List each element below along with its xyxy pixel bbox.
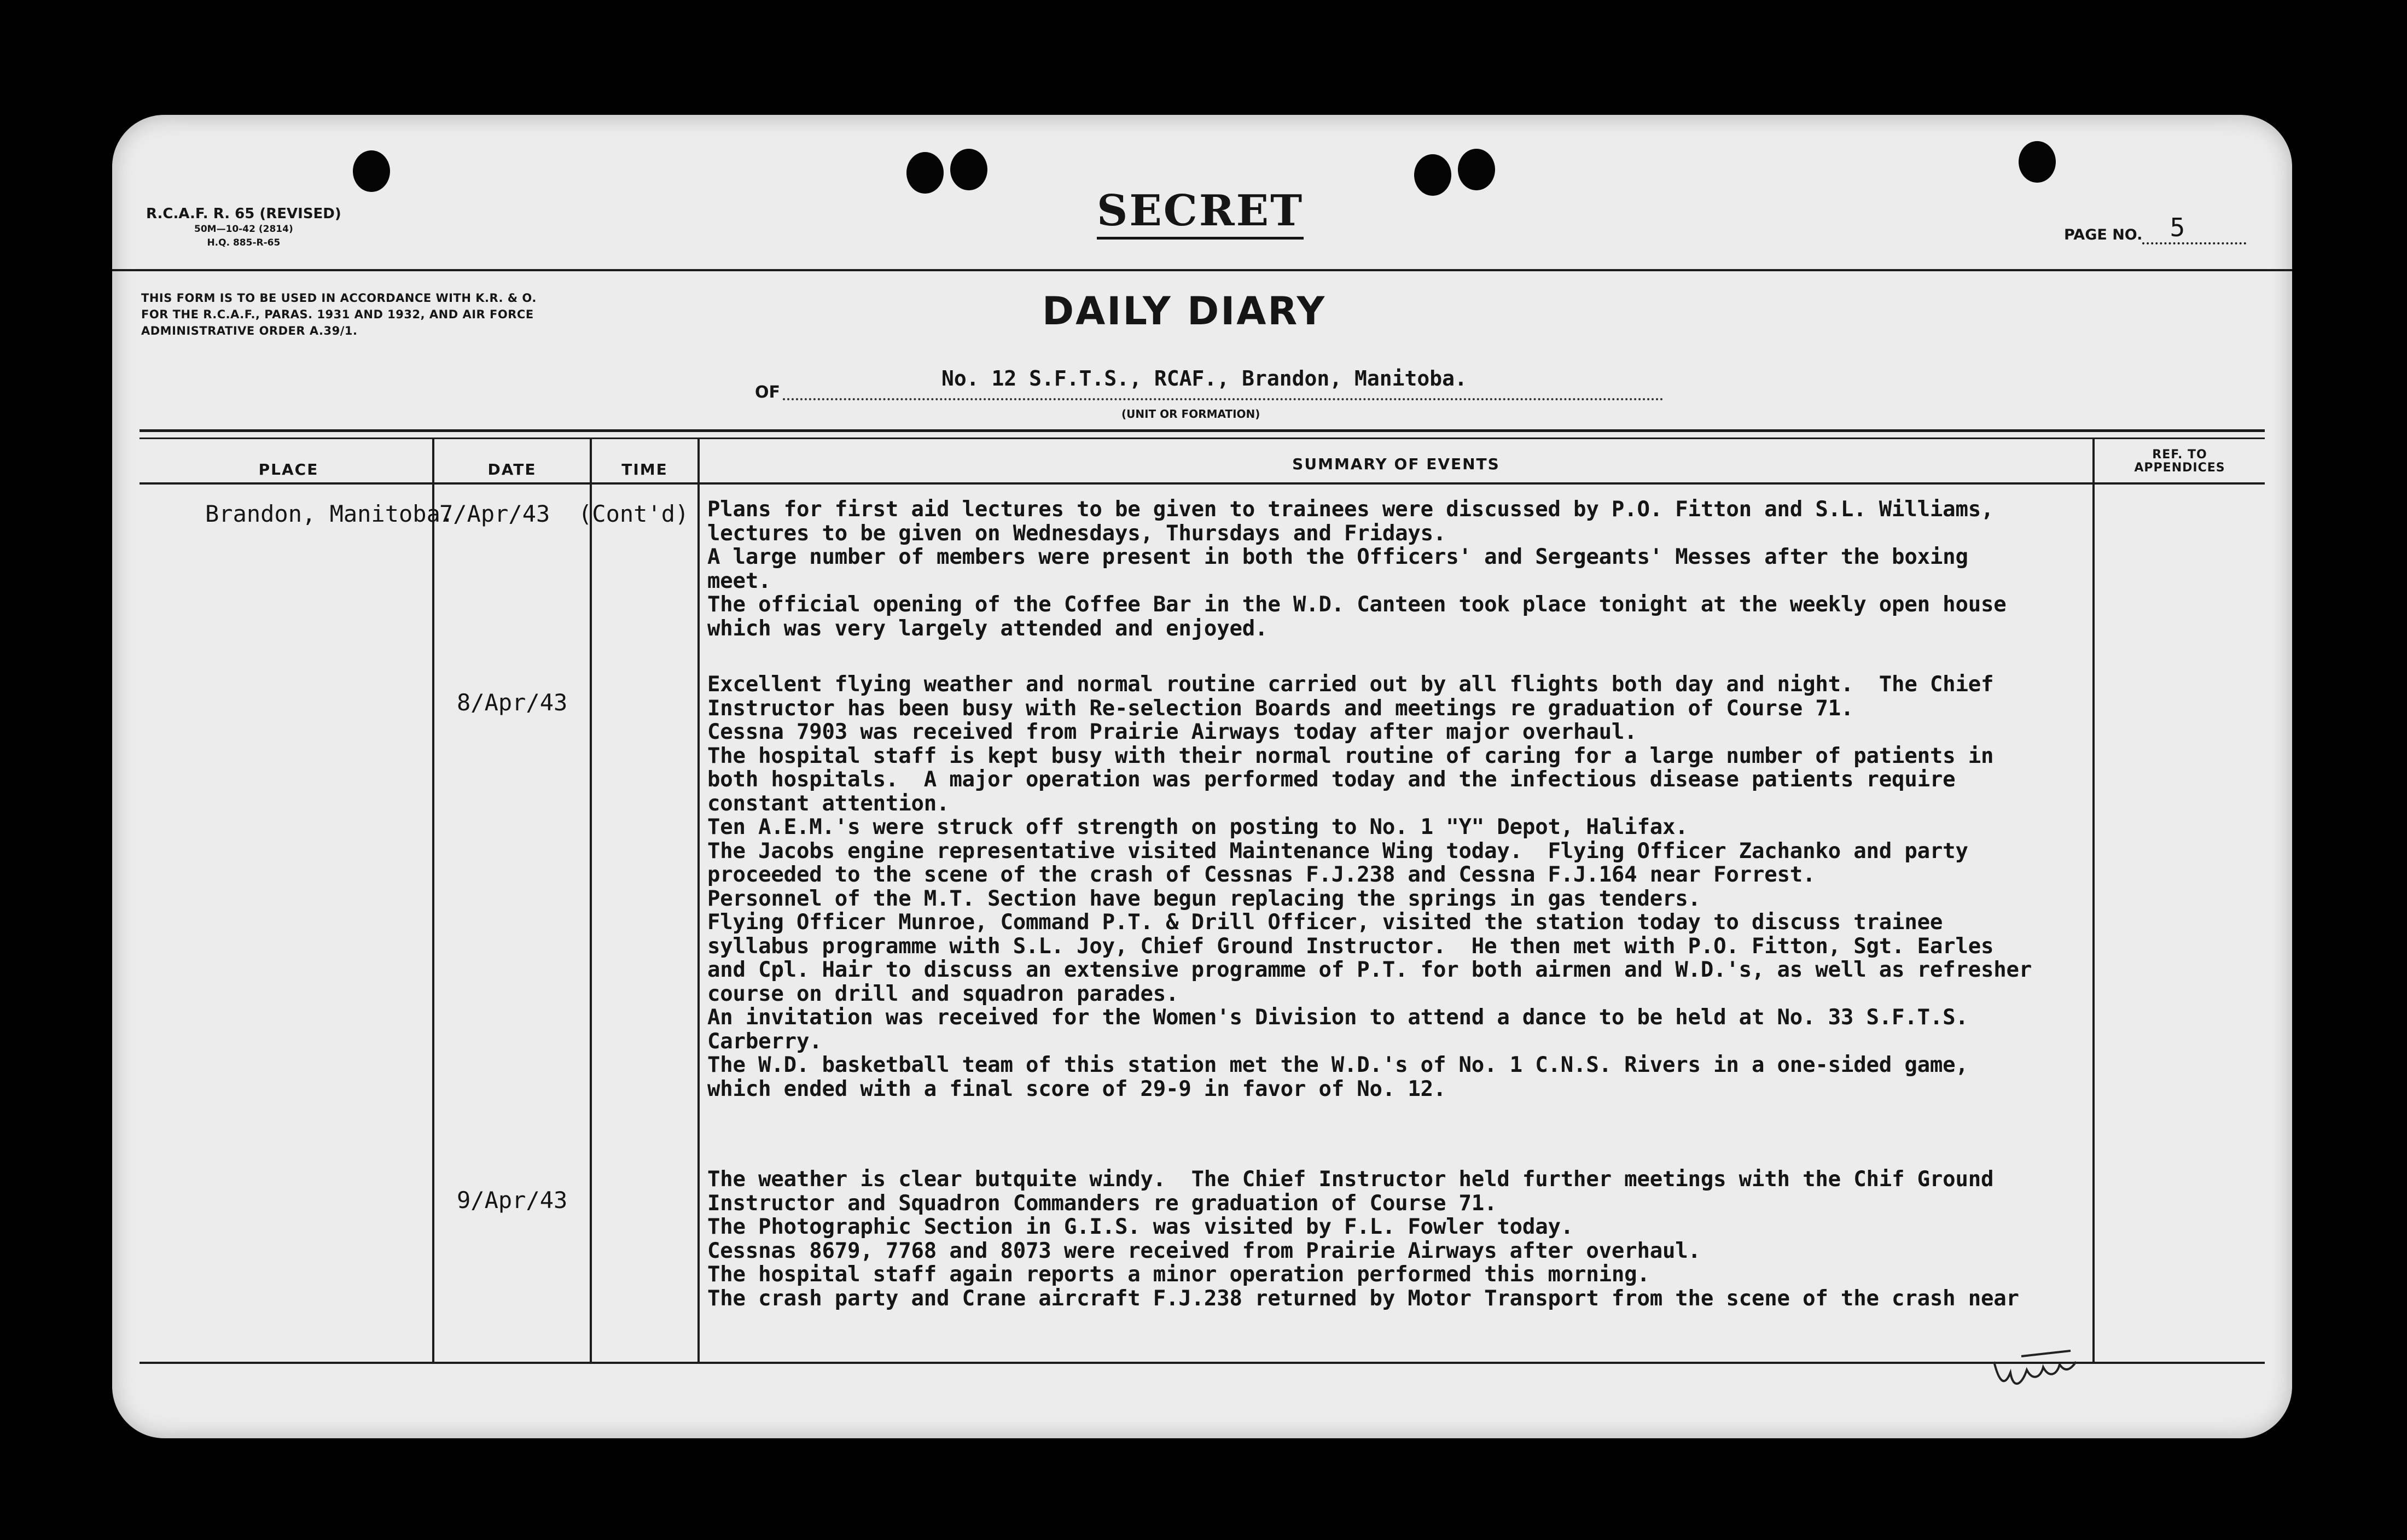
- time-cell: (Cont'd): [578, 500, 689, 527]
- table-bottom-rule: [139, 1362, 2265, 1364]
- punch-hole: [2019, 141, 2056, 183]
- event-entry: Excellent flying weather and normal routine carried out by all flights both day and night. The Chief Instructor has been busy with Re-selection Boards and meetings re graduation of Course 71. Cessna 7903 was received from Prairie Airways today after major overhaul. The hospital staff is kept busy with their normal routine of caring for a large number of patients in both hospitals. A major operation was performed today and the infectious disease patients require constant attention. Ten A.E.M.'s were struck off strength on posting to No. 1 "Y" Depot, Halifax. The Jacobs engine representative visited Maintenance Wing today. Flying Officer Zachanko and party proceeded to the scene of the crash of Cessnas F.J.238 and Cessna F.J.164 near Forrest. Personnel of the M.T. Section have begun replacing the springs in gas tenders. Flying Officer Munroe, Command P.T. & Drill Officer, visited the station today to discuss trainee syllabus programme with S.L. Joy, Chief Ground Instructor. He then met with P.O. Fitton, Sgt. Earles and Cpl. Hair to discuss an extensive programme of P.T. for both airmen and W.D.'s, as well as refresher course on drill and squadron parades. An invitation was received for the Women's Division to attend a dance to be held at No. 33 S.F.T.S. Carberry. The W.D. basketball team of this station met the W.D.'s of No. 1 C.N.S. Rivers in a one-sided game, which ended with a final score of 29-9 in favor of No. 12.: [707, 672, 2032, 1101]
- column-header-appendices-line: REF. TO: [2152, 448, 2207, 462]
- form-reference: [146, 205, 341, 250]
- column-header-date: DATE: [487, 460, 537, 479]
- unit-caption: (UNIT OR FORMATION): [1121, 407, 1260, 421]
- column-header-summary: SUMMARY OF EVENTS: [1292, 455, 1500, 473]
- punch-hole: [353, 150, 390, 192]
- date-cell: 7/Apr/43: [439, 500, 550, 527]
- date-cell: 9/Apr/43: [457, 1187, 568, 1214]
- table-top-rule: [139, 438, 2265, 439]
- column-header-place: PLACE: [258, 460, 319, 479]
- event-entry: The weather is clear butquite windy. The Chief Instructor held further meetings with the Chif Ground Instructor and Squadron Commanders re graduation of Course 71. The Photographic Section in G.I.S. was visited by F.L. Fowler today. Cessnas 8679, 7768 and 8073 were received from Prairie Airways after overhaul. The hospital staff again reports a minor operation performed this morning. The crash party and Crane aircraft F.J.238 returned by Motor Transport from the scene of the crash near: [707, 1167, 2019, 1311]
- handwritten-initials: [1989, 1340, 2098, 1400]
- event-entry: Plans for first aid lectures to be given to trainees were discussed by P.O. Fitton and S.L. Williams, lectures to be given on Wednesdays, Thursdays and Fridays. A large number of members were present in both the Officers' and Sergeants' Messes after the boxing meet. The official opening of the Coffee Bar in the W.D. Canteen took place tonight at the weekly open house which was very largely attended and enjoyed.: [707, 497, 2007, 641]
- column-divider: [590, 438, 592, 1363]
- usage-note: THIS FORM IS TO BE USED IN ACCORDANCE WITH K.R. & O. FOR THE R.C.A.F., PARAS. 1931 AND 1932, AND AIR FORCE ADMINISTRATIVE ORDER A.39/1.: [141, 291, 537, 337]
- column-header-appendices-line: APPENDICES: [2134, 461, 2225, 475]
- classification-heading: SECRET: [1097, 186, 1304, 240]
- form-ref-line: R.C.A.F. R. 65 (REVISED): [146, 206, 341, 222]
- column-divider: [697, 438, 700, 1363]
- column-divider: [432, 438, 434, 1363]
- diary-card: [112, 115, 2292, 1438]
- form-ref-line: 50M—10-42 (2814): [194, 224, 293, 235]
- date-cell: 8/Apr/43: [457, 689, 568, 716]
- column-header-time: TIME: [621, 460, 668, 479]
- place-cell: Brandon, Manitoba.: [205, 500, 455, 527]
- column-header-appendices: [2095, 448, 2265, 475]
- header-row-rule: [139, 482, 2265, 485]
- of-label: OF: [755, 383, 780, 402]
- form-ref-line: H.Q. 885-R-65: [207, 237, 281, 248]
- page-number-label: PAGE NO.: [2064, 226, 2143, 243]
- page-number-value: 5: [2142, 213, 2246, 244]
- unit-field: No. 12 S.F.T.S., RCAF., Brandon, Manitoba.: [783, 366, 1664, 400]
- punch-hole: [950, 149, 987, 190]
- page-number-field: [2064, 213, 2246, 248]
- punch-hole: [1458, 149, 1495, 190]
- punch-hole: [906, 152, 944, 194]
- header-rule: [112, 269, 2292, 271]
- table-top-rule: [139, 429, 2265, 432]
- page-title: DAILY DIARY: [1042, 289, 1327, 334]
- punch-hole: [1414, 154, 1451, 196]
